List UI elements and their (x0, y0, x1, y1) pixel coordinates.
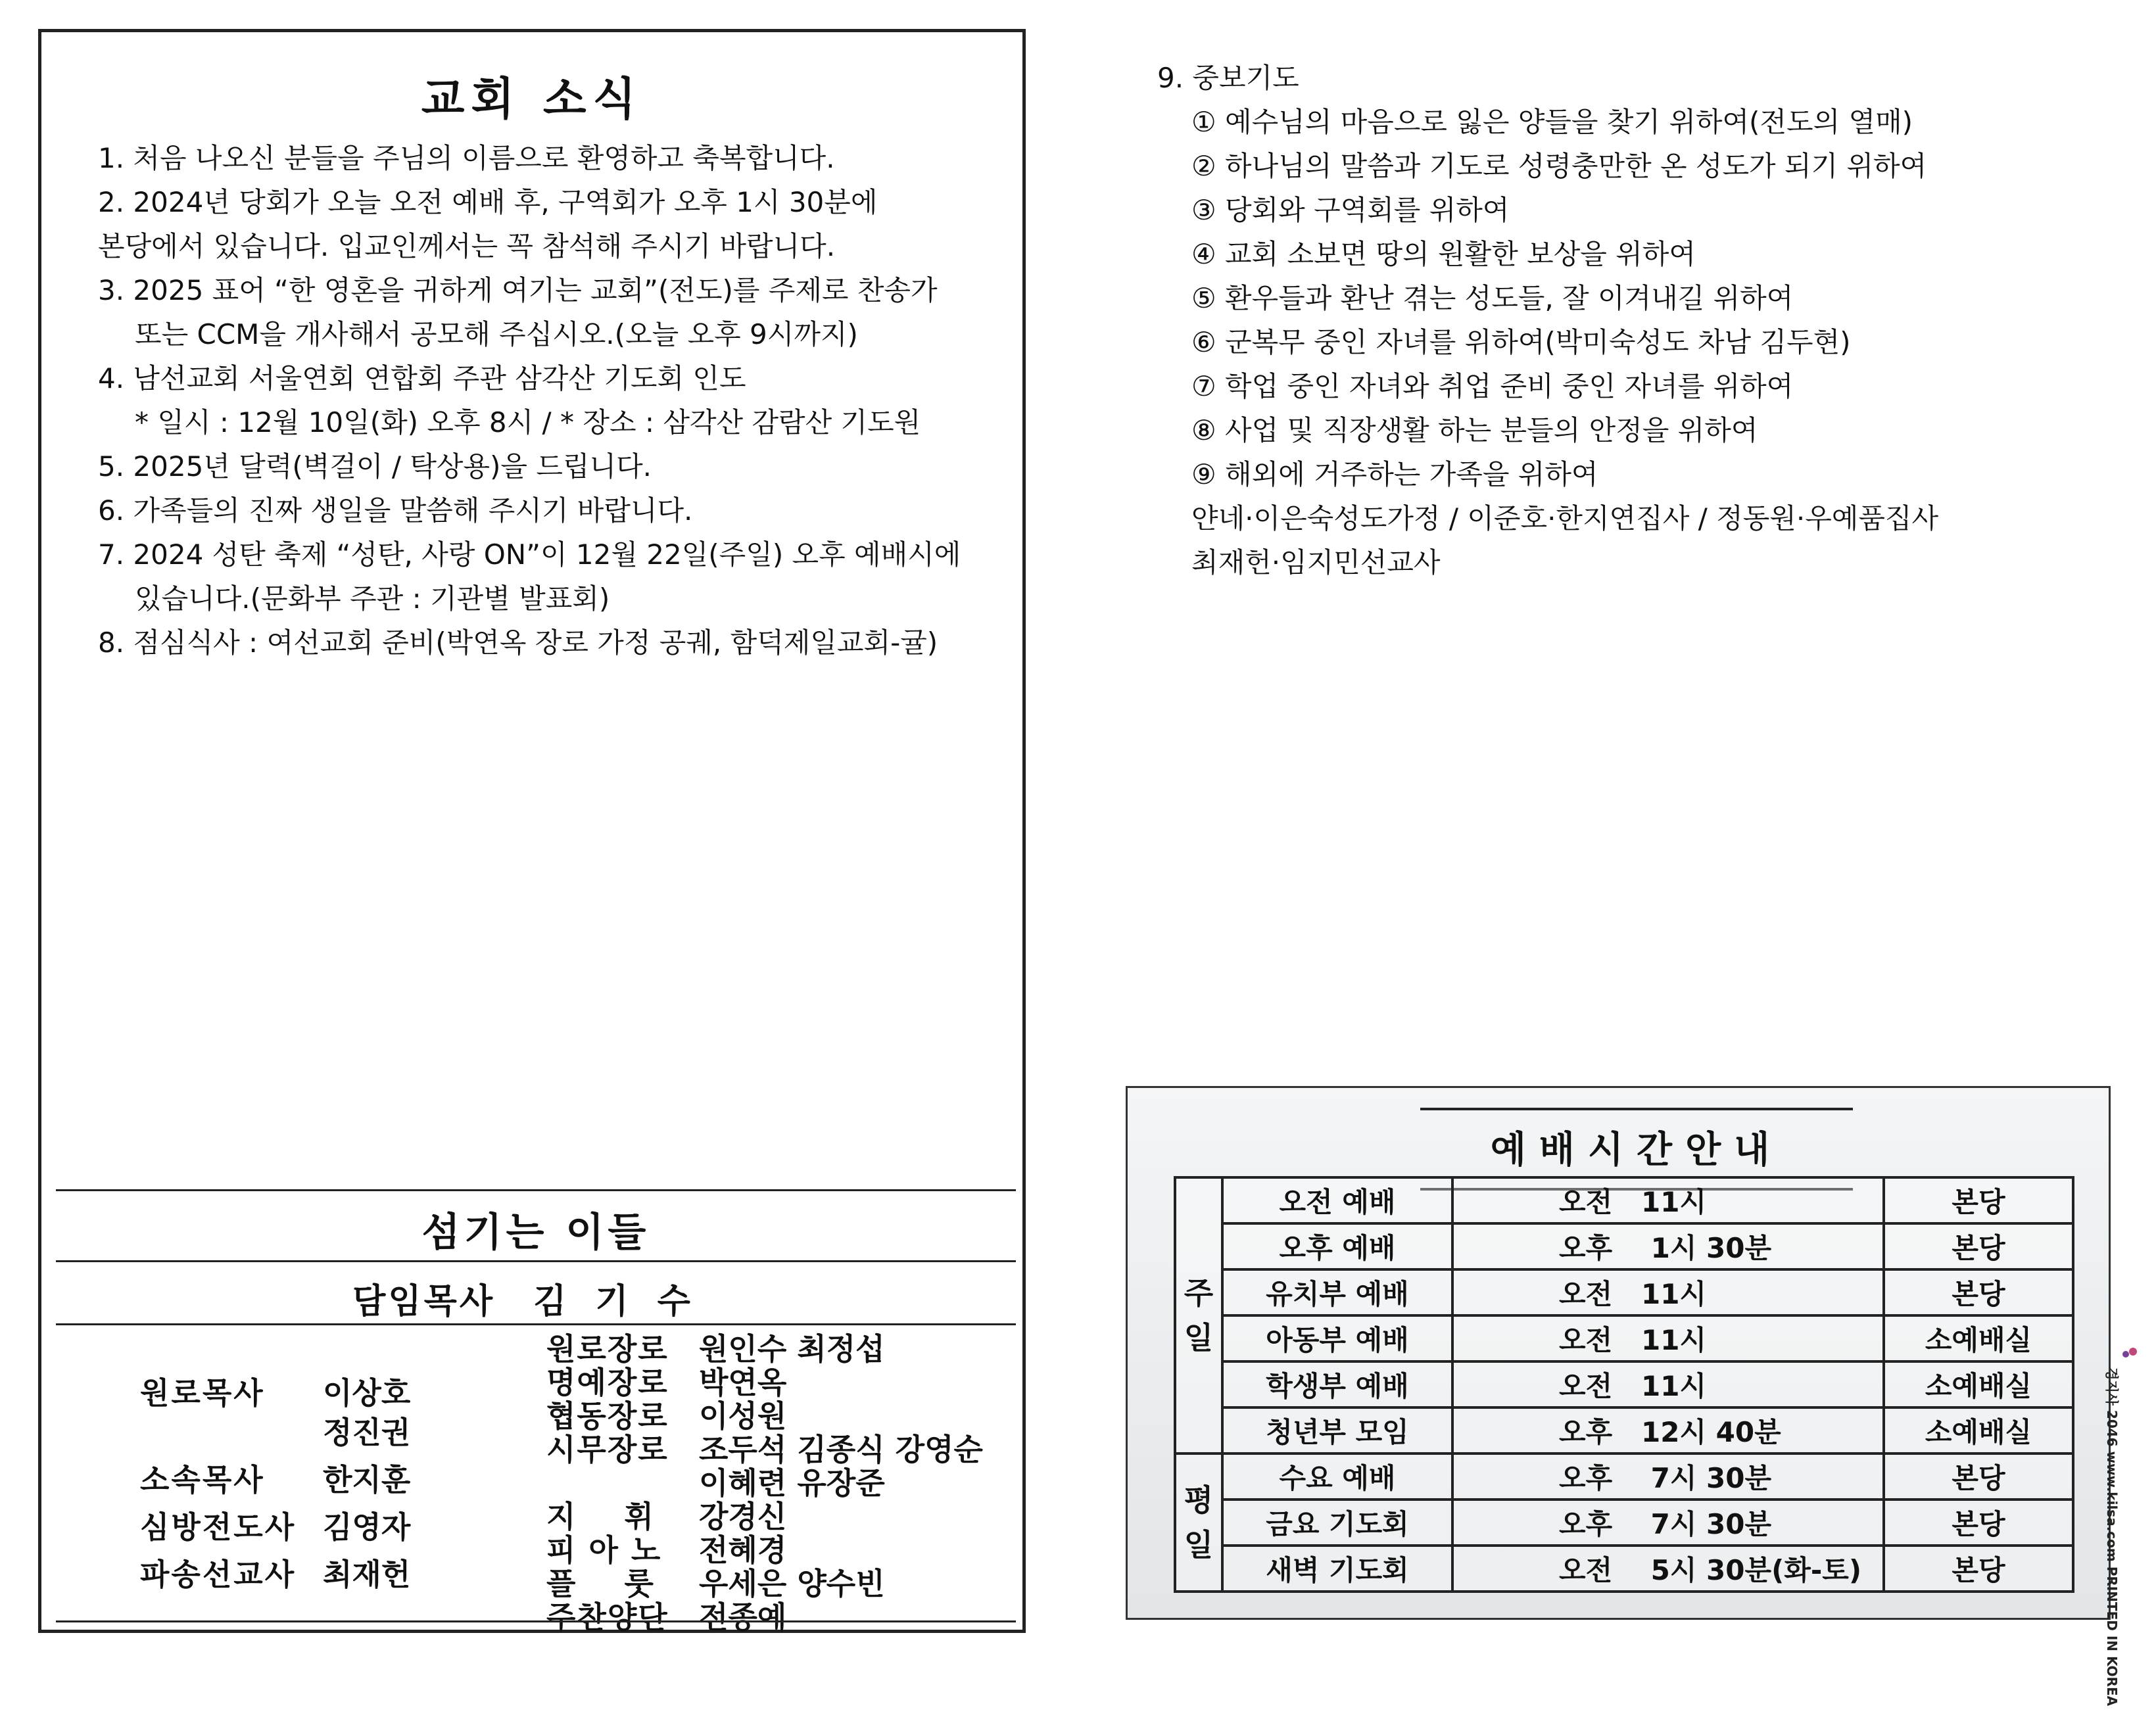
elder-names: 전혜경 (699, 1532, 787, 1568)
news-item: 2. 2024년 당회가 오늘 오전 예배 후, 구역회가 오후 1시 30분에 (98, 186, 878, 218)
prayer-title: 9. 중보기도 (1157, 62, 1299, 94)
staff-name: 한지훈 (323, 1462, 411, 1498)
worship-row (1175, 1223, 2073, 1269)
elder-names: 강경신 (699, 1499, 787, 1534)
news-item: 8. 점심식사 : 여선교회 준비(박연옥 장로 가정 공궤, 함덕제일교회-귤) (98, 626, 938, 659)
worship-name: 새벽 기도회 (1222, 1546, 1452, 1592)
news-item: 1. 처음 나오신 분들을 주님의 이름으로 환영하고 축복합니다. (98, 142, 835, 174)
prayer-item: ① 예수님의 마음으로 잃은 양들을 찾기 위하여(전도의 열매) (1191, 106, 1913, 138)
worship-schedule-table (1174, 1176, 2074, 1593)
worship-place: 본당 (1884, 1269, 2073, 1315)
worship-place: 본당 (1884, 1453, 2073, 1500)
news-item: 6. 가족들의 진짜 생일을 말씀해 주시기 바랍니다. (98, 494, 693, 527)
worship-place: 본당 (1884, 1177, 2073, 1223)
elder-role: 플 룻 (546, 1566, 655, 1601)
news-list (98, 136, 1005, 665)
worship-row (1175, 1269, 2073, 1315)
news-item: 있습니다.(문화부 주관 : 기관별 발표회) (135, 582, 610, 615)
pastor-title: 담임목사 (352, 1282, 496, 1321)
news-item: * 일시 : 12월 10일(화) 오후 8시 / * 장소 : 삼각산 감람산 기도원 (135, 406, 921, 438)
senior-pastor-row (56, 1273, 1016, 1323)
elder-names: 원인수 최정섭 (699, 1331, 885, 1367)
elder-role: 피 아 노 (546, 1532, 662, 1568)
staff-role: 소속목사 (140, 1462, 265, 1498)
divider (56, 1323, 1016, 1325)
staff-name: 김영자 (323, 1509, 411, 1545)
printer-logo-icon (2121, 1345, 2138, 1361)
elder-row (546, 1599, 786, 1635)
weekday-group-label: 평 일 (1175, 1453, 1222, 1592)
worship-row (1175, 1546, 2073, 1592)
worship-place: 소예배실 (1884, 1361, 2073, 1407)
elder-names: 전종예 (699, 1599, 787, 1635)
prayer-item: ⑨ 해외에 거주하는 가족을 위하여 (1191, 458, 1598, 490)
news-item: 7. 2024 성탄 축제 “성탄, 사랑 ON”이 12월 22일(주일) 오후 예배시에 (98, 538, 961, 571)
prayer-item: ⑦ 학업 중인 자녀와 취업 준비 중인 자녀를 위하여 (1191, 370, 1794, 402)
elder-row (546, 1499, 786, 1534)
staff-role: 원로목사 (140, 1375, 265, 1411)
elder-row (546, 1432, 983, 1467)
prayer-item: ⑧ 사업 및 직장생활 하는 분들의 안정을 위하여 (1191, 414, 1758, 446)
elder-row (546, 1465, 885, 1501)
worship-time: 오전 11시 (1452, 1361, 1884, 1407)
worship-time: 오후 1시 30분 (1452, 1223, 1884, 1269)
worship-place: 본당 (1884, 1223, 2073, 1269)
worship-name: 수요 예배 (1222, 1453, 1452, 1500)
prayer-item: ② 하나님의 말씀과 기도로 성령충만한 온 성도가 되기 위하여 (1191, 150, 1927, 182)
elder-names: 박연옥 (699, 1365, 787, 1400)
worship-time: 오후 12시 40분 (1452, 1407, 1884, 1453)
worship-time: 오후 7시 30분 (1452, 1453, 1884, 1500)
worship-row (1175, 1177, 2073, 1223)
worship-name: 아동부 예배 (1222, 1315, 1452, 1361)
elder-role: 시무장로 (546, 1432, 669, 1467)
worship-time: 오전 11시 (1452, 1177, 1884, 1223)
worship-row (1175, 1407, 2073, 1453)
worship-row (1175, 1500, 2073, 1546)
elder-row (546, 1331, 885, 1367)
worship-name: 청년부 모임 (1222, 1407, 1452, 1453)
sunday-group-label: 주 일 (1175, 1177, 1222, 1453)
prayer-item: ④ 교회 소보면 땅의 원활한 보상을 위하여 (1191, 238, 1696, 270)
prayer-item: 최재헌·임지민선교사 (1191, 546, 1441, 579)
worship-time: 오후 7시 30분 (1452, 1500, 1884, 1546)
staff-role: 심방전도사 (140, 1509, 297, 1545)
divider (56, 1260, 1016, 1262)
news-item: 본당에서 있습니다. 입교인께서는 꼭 참석해 주시기 바랍니다. (98, 230, 836, 262)
elder-role: 명예장로 (546, 1365, 669, 1400)
worship-place: 본당 (1884, 1500, 2073, 1546)
worship-time: 오전 11시 (1452, 1269, 1884, 1315)
elder-names: 조두석 김종식 강영순 (699, 1432, 983, 1467)
news-item: 3. 2025 표어 “한 영혼을 귀하게 여기는 교회”(전도)를 주제로 찬송가 (98, 274, 938, 306)
worship-name: 오전 예배 (1222, 1177, 1452, 1223)
worship-name: 학생부 예배 (1222, 1361, 1452, 1407)
staff-name: 정진권 (323, 1415, 411, 1450)
staff-name: 이상호 (323, 1375, 411, 1411)
elder-row (546, 1532, 786, 1568)
worship-place: 소예배실 (1884, 1315, 2073, 1361)
elder-role: 지 휘 (546, 1499, 655, 1534)
intercessory-prayer (1157, 57, 2111, 584)
prayer-item: 얀네·이은숙성도가정 / 이준호·한지연집사 / 정동원·우예품집사 (1191, 502, 1939, 534)
prayer-item: ⑥ 군복무 중인 자녀를 위하여(박미숙성도 차남 김두현) (1191, 326, 1851, 358)
title-rule-top (1420, 1108, 1853, 1110)
staff-row (140, 1409, 410, 1452)
staff-row (140, 1369, 410, 1413)
news-item: 5. 2025년 달력(벽걸이 / 탁상용)을 드립니다. (98, 450, 652, 483)
prayer-item: ③ 당회와 구역회를 위하여 (1191, 194, 1510, 226)
elder-role: 협동장로 (546, 1398, 669, 1434)
news-item: 또는 CCM을 개사해서 공모해 주십시오.(오늘 오후 9시까지) (135, 318, 858, 350)
printer-credit: 경지사 2046 www.kilsa.com PRINTED IN KOREA (2104, 1367, 2120, 1707)
elder-names: 이혜련 유장준 (699, 1465, 885, 1501)
staff-row (140, 1503, 410, 1547)
elder-names: 이성원 (699, 1398, 787, 1434)
news-title: 교회 소식 (421, 74, 643, 126)
elder-row (546, 1398, 786, 1434)
worship-place: 소예배실 (1884, 1407, 2073, 1453)
staff-name: 최재헌 (323, 1557, 411, 1592)
prayer-list (1157, 100, 2111, 584)
staff-row (140, 1551, 410, 1594)
worship-place: 본당 (1884, 1546, 2073, 1592)
elder-names: 우세은 양수빈 (699, 1566, 885, 1601)
staff-row (140, 1456, 410, 1500)
news-item: 4. 남선교회 서울연회 연합회 주관 삼각산 기도회 인도 (98, 362, 746, 394)
prayer-item: ⑤ 환우들과 환난 겪는 성도들, 잘 이겨내길 위하여 (1191, 282, 1794, 314)
divider (56, 1189, 1016, 1191)
worship-row (1175, 1315, 2073, 1361)
pastor-name: 김기수 (533, 1282, 719, 1321)
worship-name: 유치부 예배 (1222, 1269, 1452, 1315)
worship-row (1175, 1453, 2073, 1500)
elder-role: 원로장로 (546, 1331, 669, 1367)
elder-role: 주찬양단 (546, 1599, 669, 1635)
worship-name: 오후 예배 (1222, 1223, 1452, 1269)
church-news-panel (38, 29, 1026, 1633)
worship-row (1175, 1361, 2073, 1407)
worship-name: 금요 기도회 (1222, 1500, 1452, 1546)
servants-title: 섬기는 이들 (421, 1210, 650, 1256)
staff-role: 파송선교사 (140, 1557, 297, 1592)
elder-row (546, 1566, 885, 1601)
worship-schedule-box (1126, 1086, 2111, 1620)
elder-row (546, 1365, 786, 1400)
worship-title-text: 예배시간안내 (1490, 1129, 1783, 1171)
divider (56, 1620, 1016, 1622)
worship-time: 오전 11시 (1452, 1315, 1884, 1361)
worship-time: 오전 5시 30분(화-토) (1452, 1546, 1884, 1592)
